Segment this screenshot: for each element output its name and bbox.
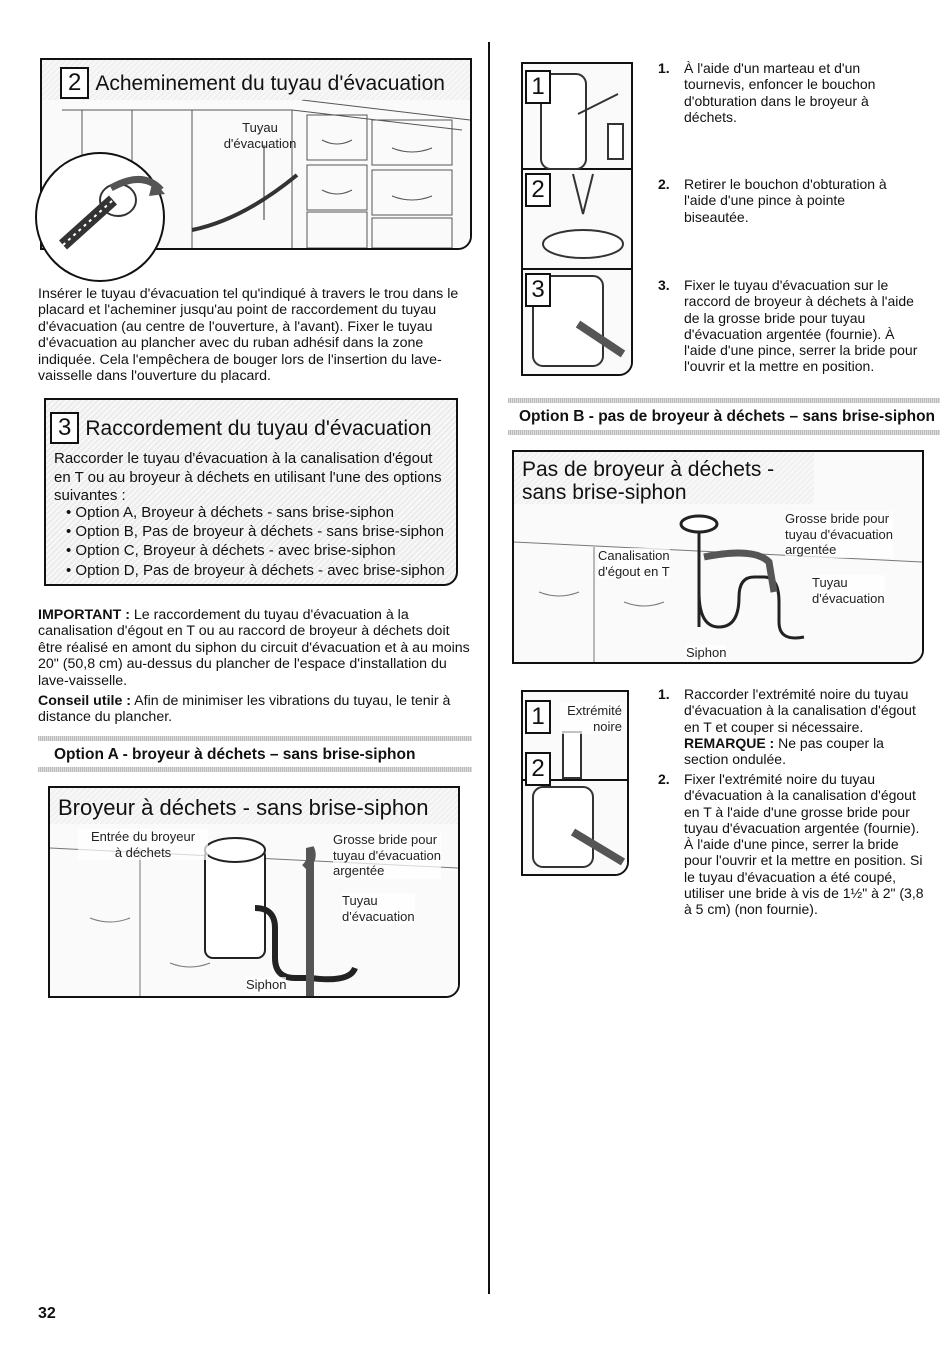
optionB-label-bride: Grosse bride pour tuyau d'évacuation argentée xyxy=(785,511,894,557)
optionB-panel-number-1: 1 xyxy=(525,700,551,734)
optionB-label-canalisation: Canalisation d'égout en T xyxy=(598,548,670,579)
optionA-rule-top xyxy=(38,736,472,741)
column-divider xyxy=(488,42,490,1294)
important-label: IMPORTANT : xyxy=(38,607,130,623)
right-step-1-number: 1. xyxy=(658,60,670,76)
step2-number: 2 xyxy=(60,67,89,99)
option-item-b: • Option B, Pas de broyeur à déchets - sans brise-siphon xyxy=(66,523,444,541)
optionB-step-2-number: 2. xyxy=(658,771,670,787)
panel-number-1: 1 xyxy=(525,70,551,104)
optionA-heading: Option A - broyeur à déchets – sans brise-siphon xyxy=(54,746,416,763)
important-paragraph xyxy=(38,607,470,689)
optionB-box-title: Pas de broyeur à déchets - sans brise-siphon xyxy=(522,458,775,504)
optionA-label-tuyau: Tuyau d'évacuation xyxy=(342,893,415,924)
optionB-step-2 xyxy=(658,771,929,918)
optionB-label-tuyau: Tuyau d'évacuation xyxy=(812,575,885,606)
optionB-panel-label: Extrémité noire xyxy=(560,703,622,734)
step3-options xyxy=(66,503,456,580)
step3-title-text: Raccordement du tuyau d'évacuation xyxy=(85,417,432,440)
step2-body: Insérer le tuyau d'évacuation tel qu'indiqué à travers le trou dans le placard et l'acheminer jusqu'au point de raccordement du tuyau d'évacuation (au centre de l'ouverture, à l'avant). Fixer le tuyau d'évacuation au plancher avec du ruban adhésif dans la zone indiquée. Cela l'empêchera de bouger lors de l'insertion du lave-vaisselle dans l'ouverture du placard. xyxy=(38,286,459,385)
right-step-3-number: 3. xyxy=(658,277,670,293)
step3-number: 3 xyxy=(50,412,79,444)
optionB-panel-number-2: 2 xyxy=(525,752,551,786)
option-item-c: • Option C, Broyeur à déchets - avec brise-siphon xyxy=(66,542,396,560)
step2-label-tuyau: Tuyau d'évacuation xyxy=(223,120,297,151)
step2-title-text: Acheminement du tuyau d'évacuation xyxy=(95,72,445,95)
right-step-1 xyxy=(658,60,904,125)
step3-title xyxy=(50,412,431,444)
right-panels-illustration xyxy=(521,62,633,376)
step2-zoom-circle xyxy=(33,150,168,285)
option-item-a: • Option A, Broyeur à déchets - sans brise-siphon xyxy=(66,504,394,521)
optionB-step-1-text: Raccorder l'extrémité noire du tuyau d'évacuation à la canalisation d'égout en T et couper si nécessaire. xyxy=(684,686,916,735)
disposer-steps-drawing xyxy=(523,64,631,374)
optionB-rule-bottom xyxy=(508,430,940,435)
optionB-step-1-number: 1. xyxy=(658,686,670,702)
option-item-d: • Option D, Pas de broyeur à déchets - avec brise-siphon xyxy=(66,561,445,579)
right-step-2-text: Retirer le bouchon d'obturation à l'aide d'une pince à pointe biseautée. xyxy=(684,176,887,225)
optionB-label-siphon: Siphon xyxy=(686,645,727,660)
optionA-box-title: Broyeur à déchets - sans brise-siphon xyxy=(58,795,429,820)
optionA-label-bride: Grosse bride pour tuyau d'évacuation argentée xyxy=(333,832,442,878)
optionB-heading: Option B - pas de broyeur à déchets – sans brise-siphon xyxy=(519,408,936,425)
right-step-2 xyxy=(658,176,904,225)
tip-text: Afin de minimiser les vibrations du tuyau, le tenir à distance du plancher. xyxy=(38,693,451,726)
tip-paragraph xyxy=(38,693,470,726)
step2-title xyxy=(60,67,445,99)
right-step-2-number: 2. xyxy=(658,176,670,192)
optionB-step-1-note: Ne pas couper la section ondulée. xyxy=(684,734,884,768)
tip-label: Conseil utile : xyxy=(38,693,132,709)
optionA-label-entree: Entrée du broyeur à déchets xyxy=(78,829,208,860)
right-step-3-text: Fixer le tuyau d'évacuation sur le raccord de broyeur à déchets à l'aide de la grosse bride pour tuyau d'évacuation argentée (fournie). À l'aide d'une pince, serrer la bride pour l'ouvrir et la mettre en position. xyxy=(684,277,918,375)
right-step-1-text: À l'aide d'un marteau et d'un tournevis, enfoncer le bouchon d'obturation dans le broyeur à déchets. xyxy=(684,60,876,125)
optionA-rule-bottom xyxy=(38,767,472,772)
page-number: 32 xyxy=(38,1305,56,1322)
optionA-label-siphon: Siphon xyxy=(246,977,287,992)
optionB-rule-top xyxy=(508,398,940,403)
important-text: Le raccordement du tuyau d'évacuation à la canalisation d'égout en T ou au raccord de broyeur à déchets doit être réalisé en amont du siphon du circuit d'évacuation et à au moins 20" (50,8 cm) au-dessus du plancher de l'espace d'installation du lave-vaisselle. xyxy=(38,607,470,689)
panel-number-2: 2 xyxy=(525,173,551,207)
optionB-step-1-note-label: REMARQUE : xyxy=(684,734,775,751)
step3-intro: Raccorder le tuyau d'évacuation à la canalisation d'égout en T ou au broyeur à déchets en utilisant l'une des options suivantes : xyxy=(54,450,442,505)
optionB-step-1 xyxy=(658,686,929,768)
right-step-3 xyxy=(658,277,924,375)
optionB-step-2-text: Fixer l'extrémité noire du tuyau d'évacuation à la canalisation d'égout en T à l'aide d'une grosse bride pour tuyau d'évacuation argentée (fournie). À l'aide d'une pince, serrer la bride pour l'ouvrir et la mettre en position. Si le tuyau d'évacuation a été coupé, utiliser une bride à vis de 1½" à 2" (3,8 à 5 cm) (non fournie). xyxy=(684,771,924,918)
panel-number-3: 3 xyxy=(525,273,551,307)
